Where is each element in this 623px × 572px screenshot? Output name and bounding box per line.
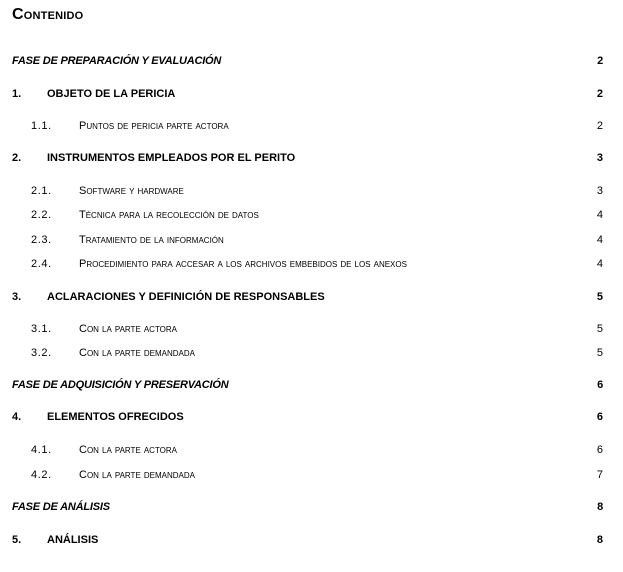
toc-entry-text: FASE DE PREPARACIÓN Y EVALUACIÓN [12, 55, 222, 67]
toc-entry-page-number: 5 [596, 323, 603, 335]
toc-entry-text: FASE DE ADQUISICIÓN Y PRESERVACIÓN [12, 379, 229, 391]
toc-entry-number: 3.2. [31, 347, 52, 359]
toc-entry-number: 2.4. [31, 258, 52, 270]
toc-entry-text: INSTRUMENTOS EMPLEADOS POR EL PERITO [47, 152, 296, 164]
toc-title: Contenido [12, 6, 84, 23]
toc-entry-text: ELEMENTOS OFRECIDOS [47, 411, 184, 423]
toc-entry-page-number: 6 [597, 379, 603, 391]
toc-entry-text: Con la parte actora [79, 444, 178, 456]
toc-entry-page-number: 4 [596, 234, 603, 246]
toc-entry-page-number: 5 [596, 347, 603, 359]
toc-entry-number: 1. [12, 88, 22, 100]
toc-entry-page-number: 8 [597, 501, 603, 513]
toc-entry-text: Con la parte demandada [79, 469, 195, 481]
toc-entry-page-number: 8 [596, 534, 603, 546]
toc-entry-text: Software y hardware [79, 185, 184, 197]
toc-entry-number: 4. [12, 411, 22, 423]
toc-entry-text: Puntos de pericia parte actora [79, 120, 229, 132]
toc-entry-page-number: 2 [596, 120, 603, 132]
toc-entry-number: 3.1. [31, 323, 52, 335]
toc-entry-number: 5. [12, 534, 22, 546]
toc-entry-page-number: 5 [596, 291, 603, 303]
toc-entry-number: 3. [12, 291, 22, 303]
toc-entry-text: FASE DE ANÁLISIS [12, 501, 110, 513]
toc-entry-text: ACLARACIONES Y DEFINICIÓN DE RESPONSABLES [47, 291, 325, 303]
toc-entry-number: 4.1. [31, 444, 52, 456]
toc-entry-page-number: 7 [596, 469, 603, 481]
toc-entry-text: ANÁLISIS [47, 534, 99, 546]
toc-entry-number: 4.2. [31, 469, 52, 481]
toc-entry-number: 1.1. [31, 120, 52, 132]
toc-entry-text: Tratamiento de la información [79, 234, 224, 246]
toc-entry-page-number: 2 [596, 88, 603, 100]
toc-entry-number: 2.1. [31, 185, 52, 197]
toc-entry-page-number: 6 [596, 444, 603, 456]
toc-entry-text: OBJETO DE LA PERICIA [47, 88, 176, 100]
toc-entry-page-number: 4 [596, 209, 603, 221]
toc-entry-text: Procedimiento para accesar a los archivos embebidos de los anexos [79, 258, 407, 270]
toc-entry-page-number: 6 [596, 411, 603, 423]
toc-entry-page-number: 3 [596, 152, 603, 164]
toc-entry-page-number: 4 [596, 258, 603, 270]
toc-entry-page-number: 3 [596, 185, 603, 197]
toc-entry-text: Técnica para la recolección de datos [79, 209, 259, 221]
toc-entry-text: Con la parte actora [79, 323, 178, 335]
toc-entry-number: 2. [12, 152, 22, 164]
toc-entry-number: 2.3. [31, 234, 52, 246]
toc-entry-page-number: 2 [597, 55, 603, 67]
toc-entry-number: 2.2. [31, 209, 52, 221]
toc-entry-text: Con la parte demandada [79, 347, 195, 359]
